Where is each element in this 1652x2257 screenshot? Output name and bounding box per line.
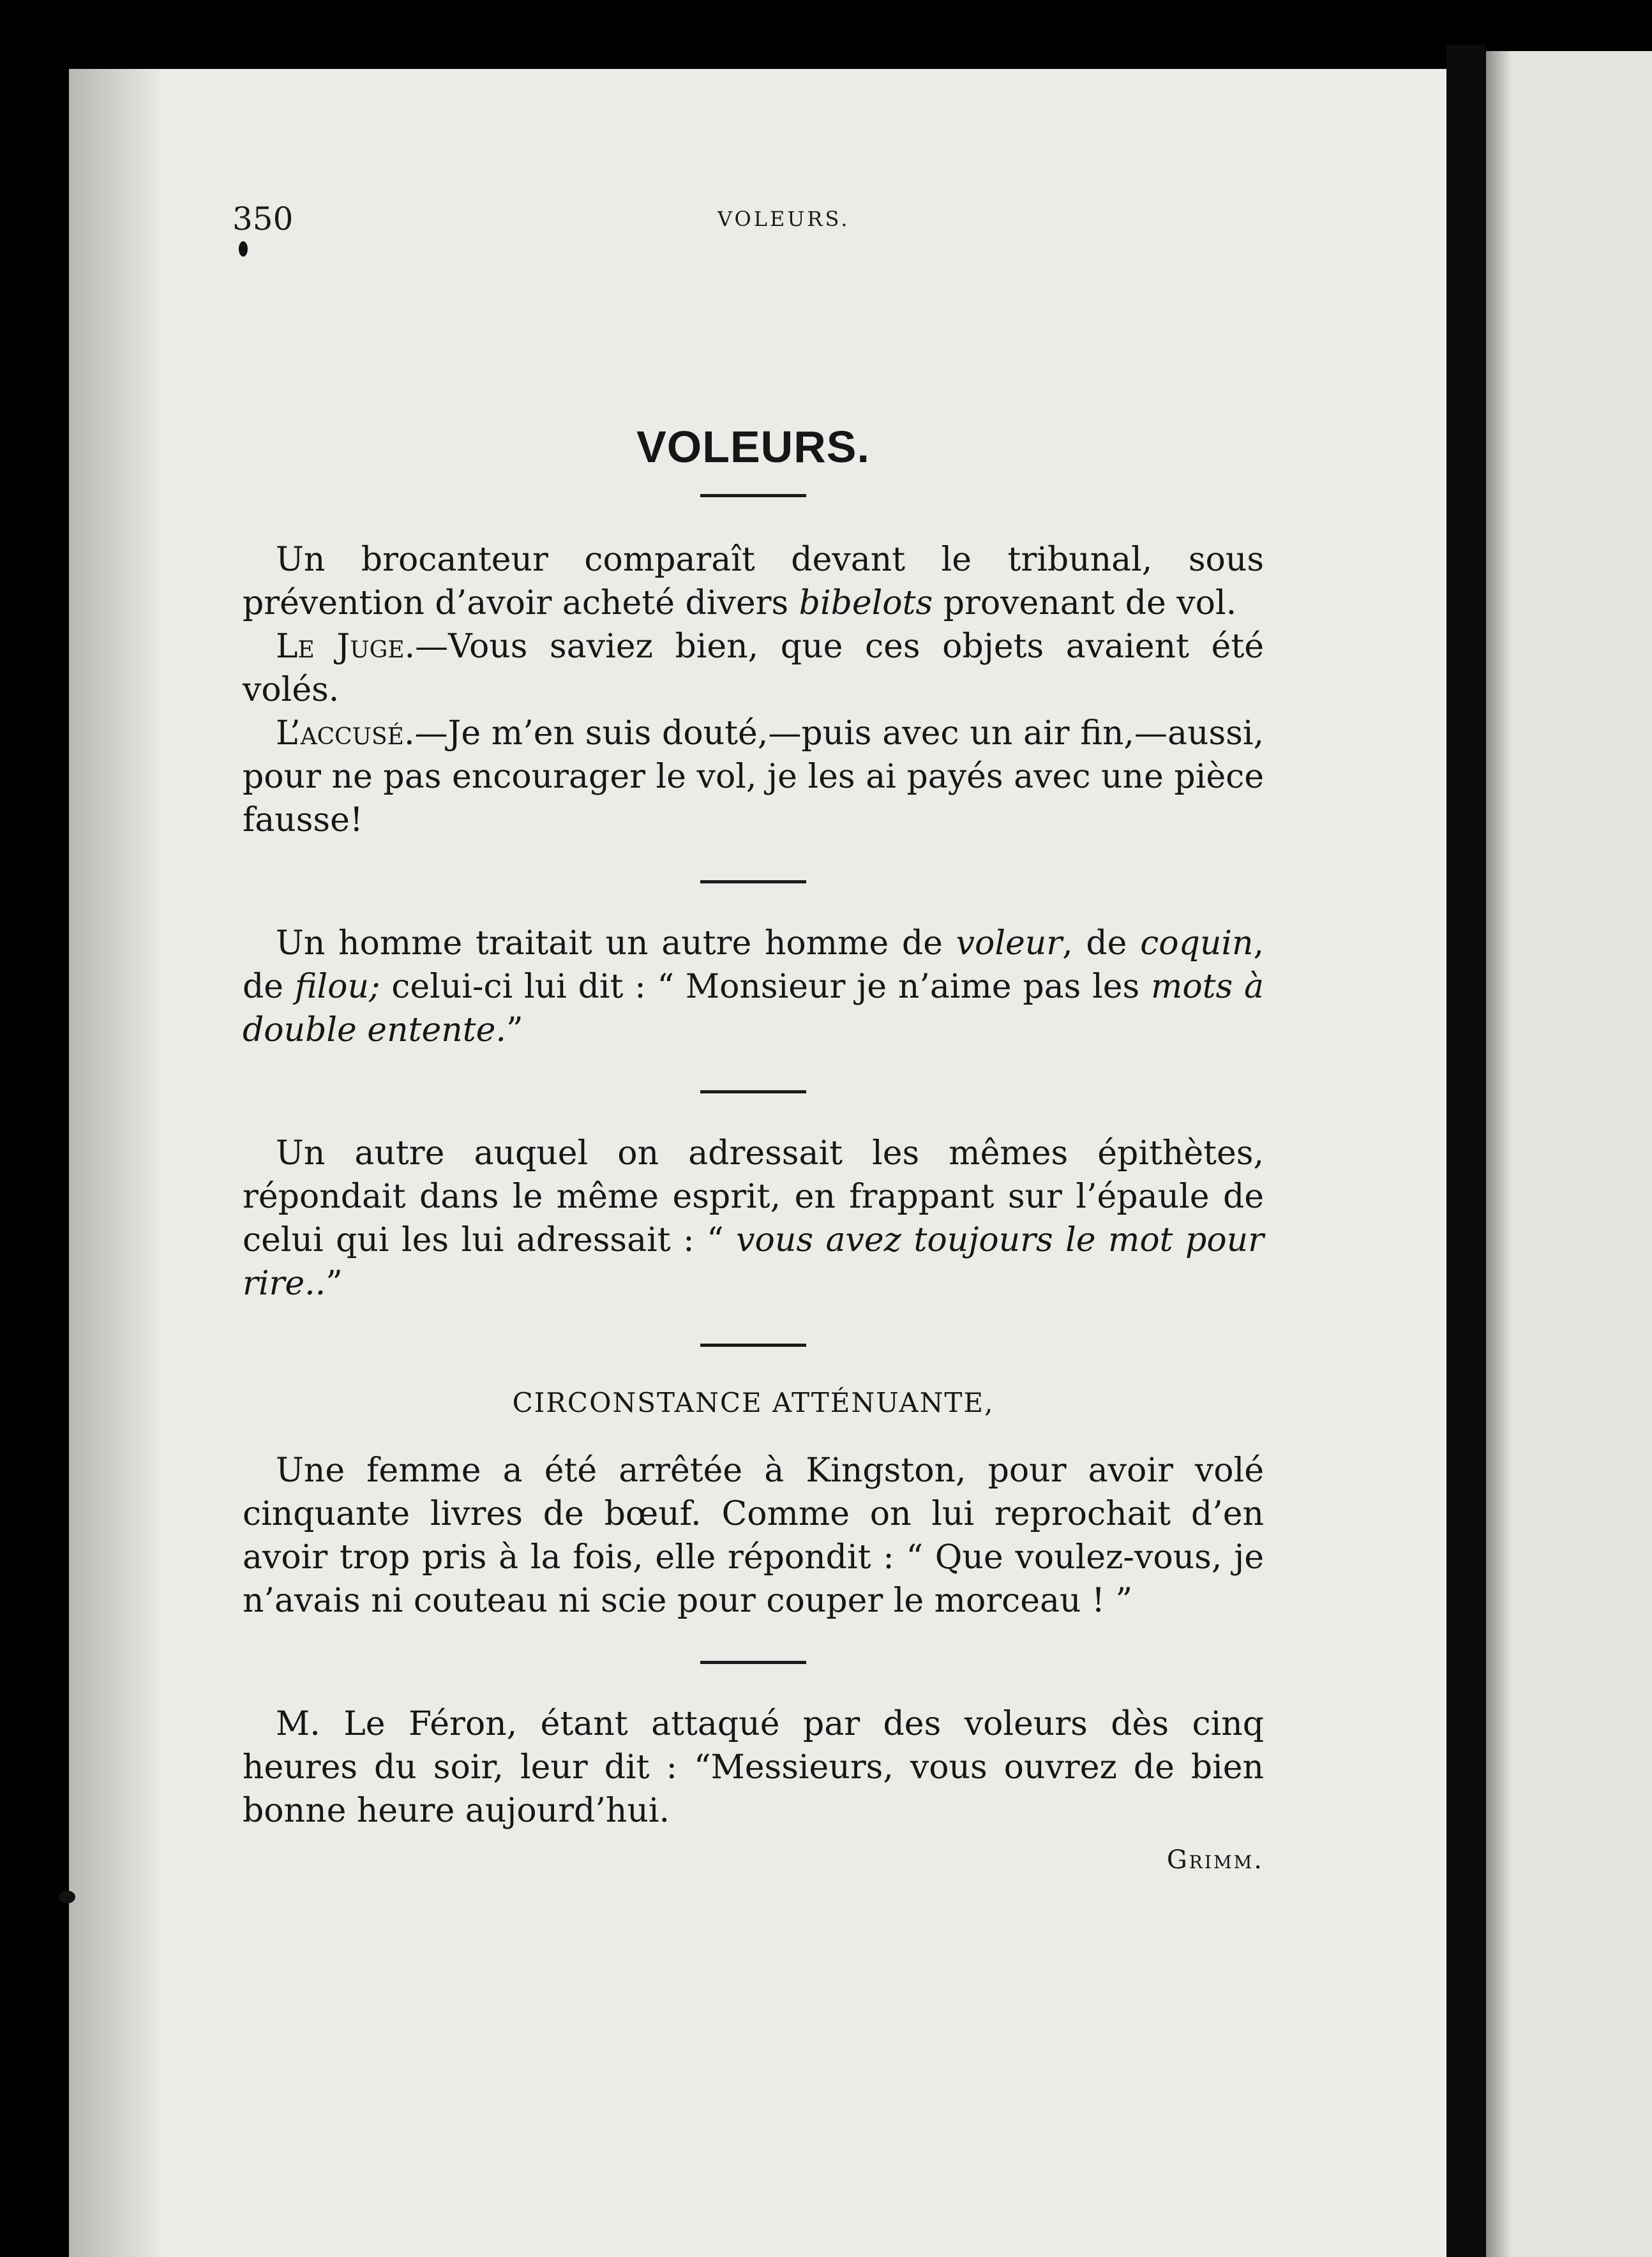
- page-number: 350: [232, 200, 294, 237]
- section-rule: [700, 1661, 806, 1664]
- anecdote-brocanteur: [243, 538, 1264, 842]
- section-rule: [700, 1090, 806, 1093]
- section-rule: [700, 1344, 806, 1347]
- dialogue-text: —Vous saviez bien, que ces objets avaient été volés.: [243, 627, 1264, 709]
- italic-text: voleur: [956, 924, 1063, 963]
- paragraph: [243, 1132, 1264, 1305]
- paragraph-text: ”: [326, 1264, 343, 1303]
- facing-page-shadow: [1486, 51, 1512, 2257]
- paragraph: [243, 922, 1264, 1052]
- dialogue-accused: [243, 712, 1264, 842]
- paragraph-text: Un autre auquel on adressait les mêmes épithètes, répondait dans le même esprit, en frappant sur l’épaule de celui qui les lui adressait : “: [243, 1134, 1264, 1259]
- section-heading: CIRCONSTANCE ATTÉNUANTE,: [512, 1387, 995, 1418]
- anecdote-kingston: [243, 1449, 1264, 1623]
- dialogue-judge: [243, 625, 1264, 712]
- italic-text: vous avez toujours le mot pour rire..: [243, 1221, 1264, 1303]
- anecdote-voleur: [243, 922, 1264, 1052]
- running-head: [0, 200, 1652, 245]
- section-rule: [700, 494, 806, 497]
- italic-text: filou;: [294, 968, 380, 1006]
- anecdote-feron: [243, 1702, 1264, 1876]
- speaker-name: Le Juge.: [276, 627, 416, 666]
- paragraph-text: Un homme traitait un autre homme de: [276, 924, 956, 963]
- paragraph-text: , de: [1062, 924, 1141, 963]
- chapter-title: VOLEURS.: [636, 422, 870, 472]
- italic-text: coquin: [1140, 924, 1254, 963]
- italic-text: bibelots: [799, 584, 933, 622]
- signature: Grimm.: [1166, 1845, 1264, 1875]
- paragraph-text: ”: [506, 1011, 523, 1049]
- section-rule: [700, 880, 806, 883]
- paragraph-text: , de: [243, 924, 1264, 1006]
- page-shadow: [69, 69, 165, 2257]
- ink-speck: [59, 1891, 75, 1903]
- paragraph-text: celui-ci lui dit : “ Monsieur je n’aime pas les: [380, 968, 1152, 1006]
- anecdote-epithetes: [243, 1132, 1264, 1305]
- paragraph: M. Le Féron, étant attaqué par des voleurs dès cinq heures du soir, leur dit : “Messieurs, vous ouvrez de bien bonne heure aujourd’hui.: [243, 1705, 1264, 1830]
- paragraph: [243, 538, 1264, 625]
- running-title: VOLEURS.: [717, 207, 850, 231]
- paragraph-text: provenant de vol.: [933, 584, 1237, 622]
- speaker-name: L’accusé.: [276, 714, 415, 753]
- paragraph-text: Un brocanteur comparaît devant le tribunal, sous prévention d’avoir acheté divers: [243, 541, 1264, 622]
- page-body: [243, 421, 1264, 1876]
- paragraph: Une femme a été arrêtée à Kingston, pour avoir volé cinquante livres de bœuf. Comme on lui reprochait d’en avoir trop pris à la fois, elle répondit : “ Que voulez-vous, je n’avais ni couteau ni scie pour couper le morceau ! ”: [243, 1451, 1264, 1620]
- dialogue-text: —Je m’en suis douté,—puis avec un air fin,—aussi, pour ne pas encourager le vol, je les ai payés avec une pièce fausse!: [243, 714, 1264, 839]
- italic-text: mots à double entente.: [243, 968, 1265, 1049]
- book-gutter: [1446, 45, 1486, 2257]
